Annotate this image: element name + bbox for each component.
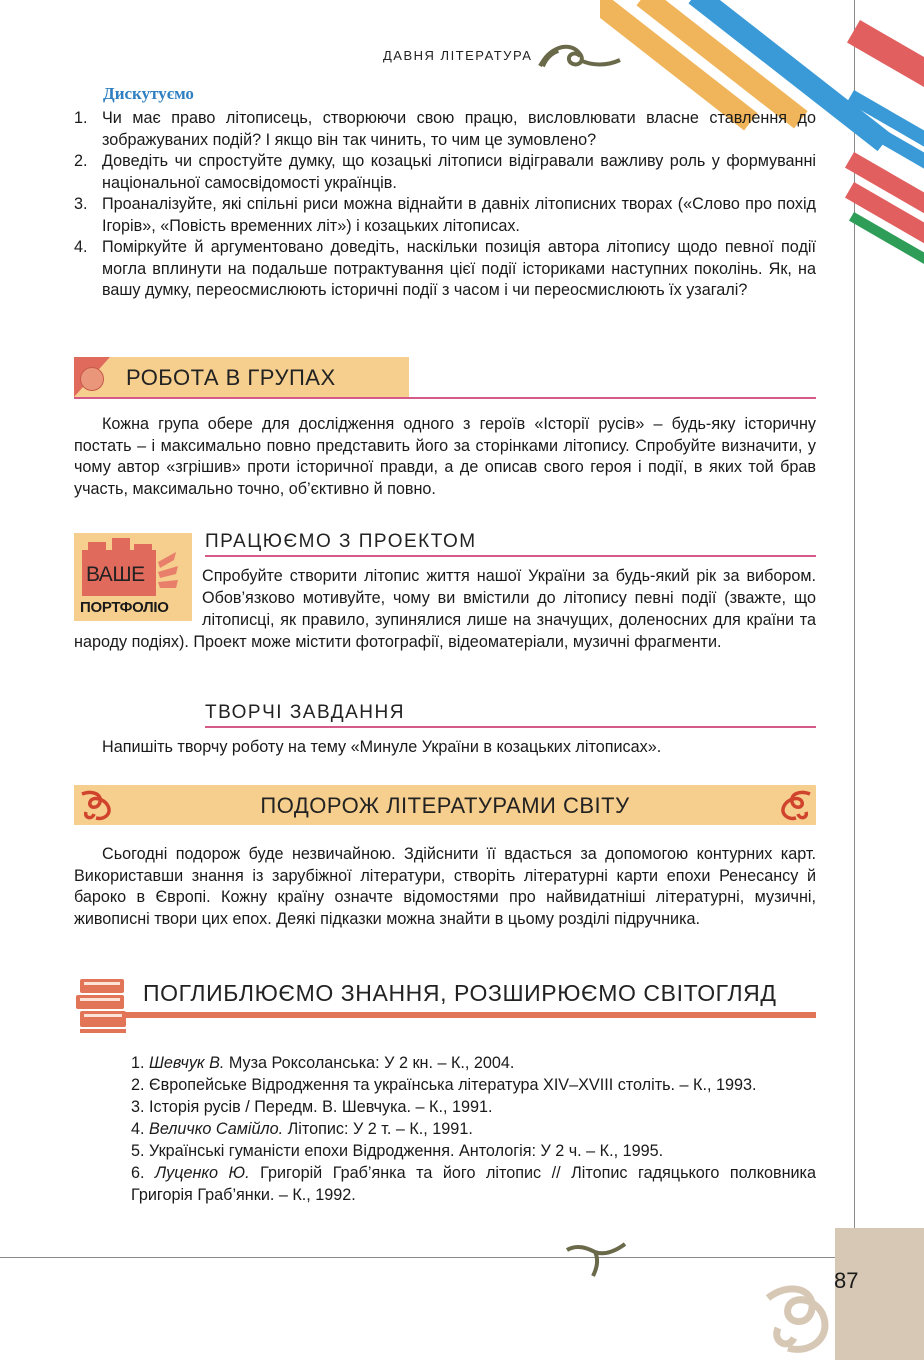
list-item: 2. Європейське Відродження та українська література XIV–XVIII століть. – К., 1993. xyxy=(131,1076,757,1094)
deepen-section-title: ПОГЛИБЛЮЄМО ЗНАННЯ, РОЗШИРЮЄМО СВІТОГЛЯД xyxy=(143,980,777,1006)
creative-title: ТВОРЧІ ЗАВДАННЯ xyxy=(205,702,405,723)
list-item: 1. Шевчук В. Муза Роксоланська: У 2 кн. – К., 2004. xyxy=(131,1054,515,1072)
project-paragraph: Спробуйте створити літопис життя нашої України за будь-який рік за вибором. Обов’язково мотивуйте, чому ви вмістили до літопису певні події (зважте, що літописці, як правило, зупинялися лише на значущих, доленосних для країни та народу подіях). Проект може містити фотографії, відеоматеріали, музичні фрагменти. xyxy=(74,567,816,651)
bottom-flourish-icon xyxy=(565,1240,635,1280)
section-rule xyxy=(74,397,816,399)
creative-paragraph: Напишіть творчу роботу на тему «Минуле України в козацьких літописах». xyxy=(102,738,662,756)
group-section-title: РОБОТА В ГРУПАХ xyxy=(126,365,336,390)
page-corner-band xyxy=(835,1228,924,1360)
travel-section-title: ПОДОРОЖ ЛІТЕРАТУРАМИ СВІТУ xyxy=(260,793,630,818)
list-item: 3. Проаналізуйте, які спільні риси можна віднайти в давніх літописних творах («Слово про похід Ігорів», «Повість временних літ») і козацьких літописах. xyxy=(74,195,816,235)
list-item: 4. Поміркуйте й аргументовано доведіть, наскільки позиція автора літопису щодо певної події могла вплинути на подальше потрактування цієї події істориками наступних поколінь. Як, на вашу думку, переосмислюють історичні події з часом і чи переосмислюють їх узагалі? xyxy=(74,238,816,299)
section-rule xyxy=(205,555,816,557)
flourish-icon xyxy=(532,36,622,72)
list-item: 6. Луценко Ю. Григорій Граб’янка та його літопис // Літопис гадяцького полковника Григорія Граб’янки. – К., 1992. xyxy=(131,1164,816,1204)
travel-paragraph: Сьогодні подорож буде незвичайною. Здійснити її вдасться за допомогою контурних карт. Використавши знання із зарубіжної літератури, створіть літературні карти епохи Ренесансу й бароко в Європі. Кожну країну означте відомостями про найвидатніші літературні, музичні, живописні твори цих епох. Деякі підказки можна знайти в цьому розділі підручника. xyxy=(74,845,816,928)
running-header: ДАВНЯ ЛІТЕРАТУРА xyxy=(383,48,533,63)
section-rule xyxy=(124,1012,816,1018)
books-icon xyxy=(74,975,130,1037)
portfolio-badge-label: ПОРТФОЛІО xyxy=(80,599,169,616)
group-paragraph: Кожна група обере для дослідження одного з героїв «Історії русів» – будь-яку історичну постать – і максимально повно представить його за сторінками літопису. Спробуйте визначити, у чому автор «згрішив» проти історичної правди, а де описав свого героя і події, в яких той брав участь, максимально точно, об’єктивно й повно. xyxy=(74,415,816,498)
references-list xyxy=(131,1052,816,1206)
page-number: 87 xyxy=(834,1268,859,1293)
circle-icon xyxy=(80,367,104,391)
project-title: ПРАЦЮЄМО З ПРОЕКТОМ xyxy=(205,531,477,552)
list-item: 3. Історія русів / Передм. В. Шевчука. – К., 1991. xyxy=(131,1098,493,1116)
watermark-ornament-icon xyxy=(758,1278,838,1358)
list-item: 4. Величко Самійло. Літопис: У 2 т. – К., 1991. xyxy=(131,1120,473,1138)
list-item: 1. Чи має право літописець, створюючи свою працю, висловлювати власне ставлення до зображуваних подій? І якщо він так чинить, то чим це зумовлено? xyxy=(74,109,816,149)
section-rule xyxy=(205,726,816,728)
list-item: 2. Доведіть чи спростуйте думку, що козацькі літописи відігравали важливу роль у формуванні національної самосвідомості українців. xyxy=(74,152,816,192)
discussion-heading: Дискутуємо xyxy=(103,84,194,103)
portfolio-badge-top: ВАШЕ xyxy=(86,563,145,586)
list-item: 5. Українські гуманісти епохи Відродження. Антологія: У 2 ч. – К., 1995. xyxy=(131,1142,664,1160)
discussion-list xyxy=(74,108,816,302)
